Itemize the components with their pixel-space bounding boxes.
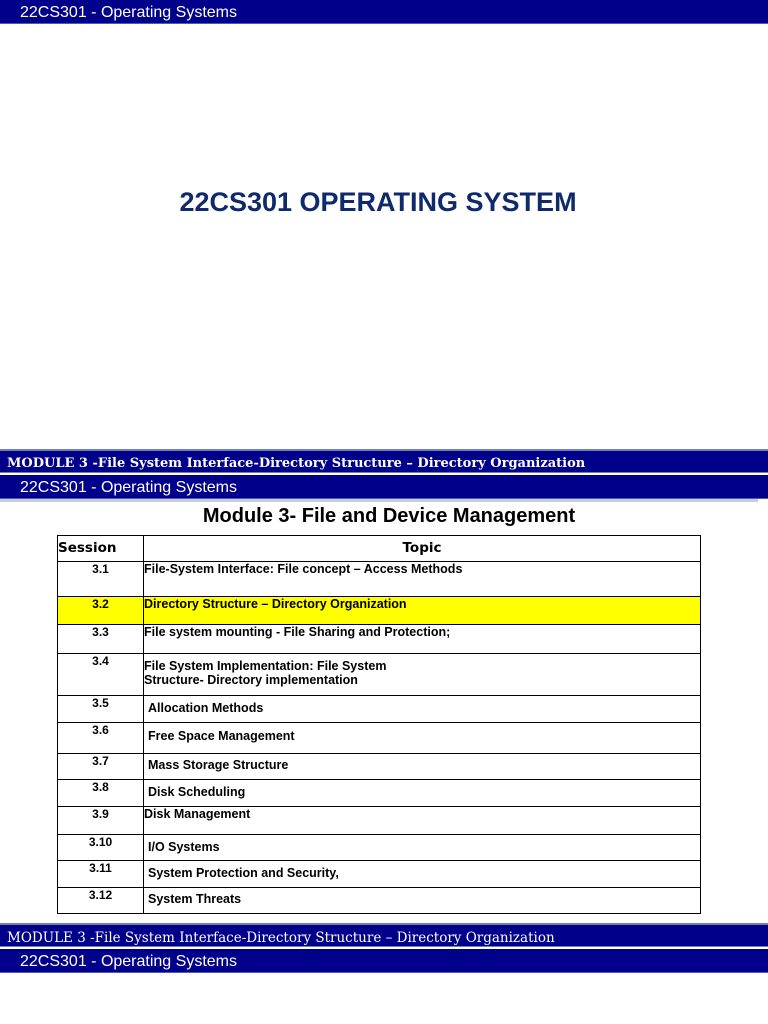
table-row [58,723,701,754]
session-table [57,535,701,914]
table-header-row [58,536,701,562]
slide-title: 22CS301 OPERATING SYSTEM [179,187,577,217]
module-footer-bar-2 [0,923,768,947]
session-number: 3.5 [58,696,144,723]
session-number: 3.6 [58,723,144,754]
module-footer-bar-1 [0,449,768,473]
table-row [58,861,701,888]
table-row [58,835,701,861]
session-number: 3.12 [58,888,144,914]
session-number: 3.9 [58,807,144,835]
course-header-bar-2 [0,475,768,499]
session-number: 3.2 [58,597,144,625]
session-number: 3.3 [58,625,144,654]
table-row [58,654,701,696]
session-topic: Allocation Methods [144,696,701,723]
table-row [58,562,701,597]
session-topic: System Threats [144,888,701,914]
session-number: 3.1 [58,562,144,597]
session-topic [144,654,701,696]
session-topic-line-2: Structure- Directory implementation [144,673,358,687]
table-row [58,888,701,914]
session-topic: Mass Storage Structure [144,754,701,780]
table-row [58,780,701,807]
session-topic: Disk Management [144,807,701,835]
bar-shadow [0,499,758,502]
course-header-label: 22CS301 - Operating Systems [20,4,237,21]
session-topic: I/O Systems [144,835,701,861]
session-number: 3.8 [58,780,144,807]
table-row [58,696,701,723]
session-topic-line-1: File System Implementation: File System [144,659,387,673]
course-header-label: 22CS301 - Operating Systems [20,479,237,496]
table-row [58,807,701,835]
session-topic: Directory Structure – Directory Organization [144,597,701,625]
session-topic: Free Space Management [144,723,701,754]
table-row [58,625,701,654]
topic-column-header: Topic [144,536,701,562]
session-number: 3.7 [58,754,144,780]
table-title: Module 3- File and Device Management [202,505,576,527]
session-topic: File system mounting - File Sharing and Protection; [144,625,701,654]
table-row-highlighted [58,597,701,625]
session-topic: File-System Interface: File concept – Access Methods [144,562,701,597]
course-header-bar-3 [0,949,768,973]
module-footer-label: MODULE 3 -File System Interface-Directory Structure – Directory Organization [7,930,555,946]
course-header-label: 22CS301 - Operating Systems [20,953,237,970]
course-header-bar-top [0,0,768,24]
session-column-header: Session [58,536,144,562]
session-number: 3.11 [58,861,144,888]
session-number: 3.4 [58,654,144,696]
table-row [58,754,701,780]
session-topic: Disk Scheduling [144,780,701,807]
module-footer-label: MODULE 3 -File System Interface-Directory Structure – Directory Organization [7,456,586,471]
session-topic: System Protection and Security, [144,861,701,888]
session-number: 3.10 [58,835,144,861]
